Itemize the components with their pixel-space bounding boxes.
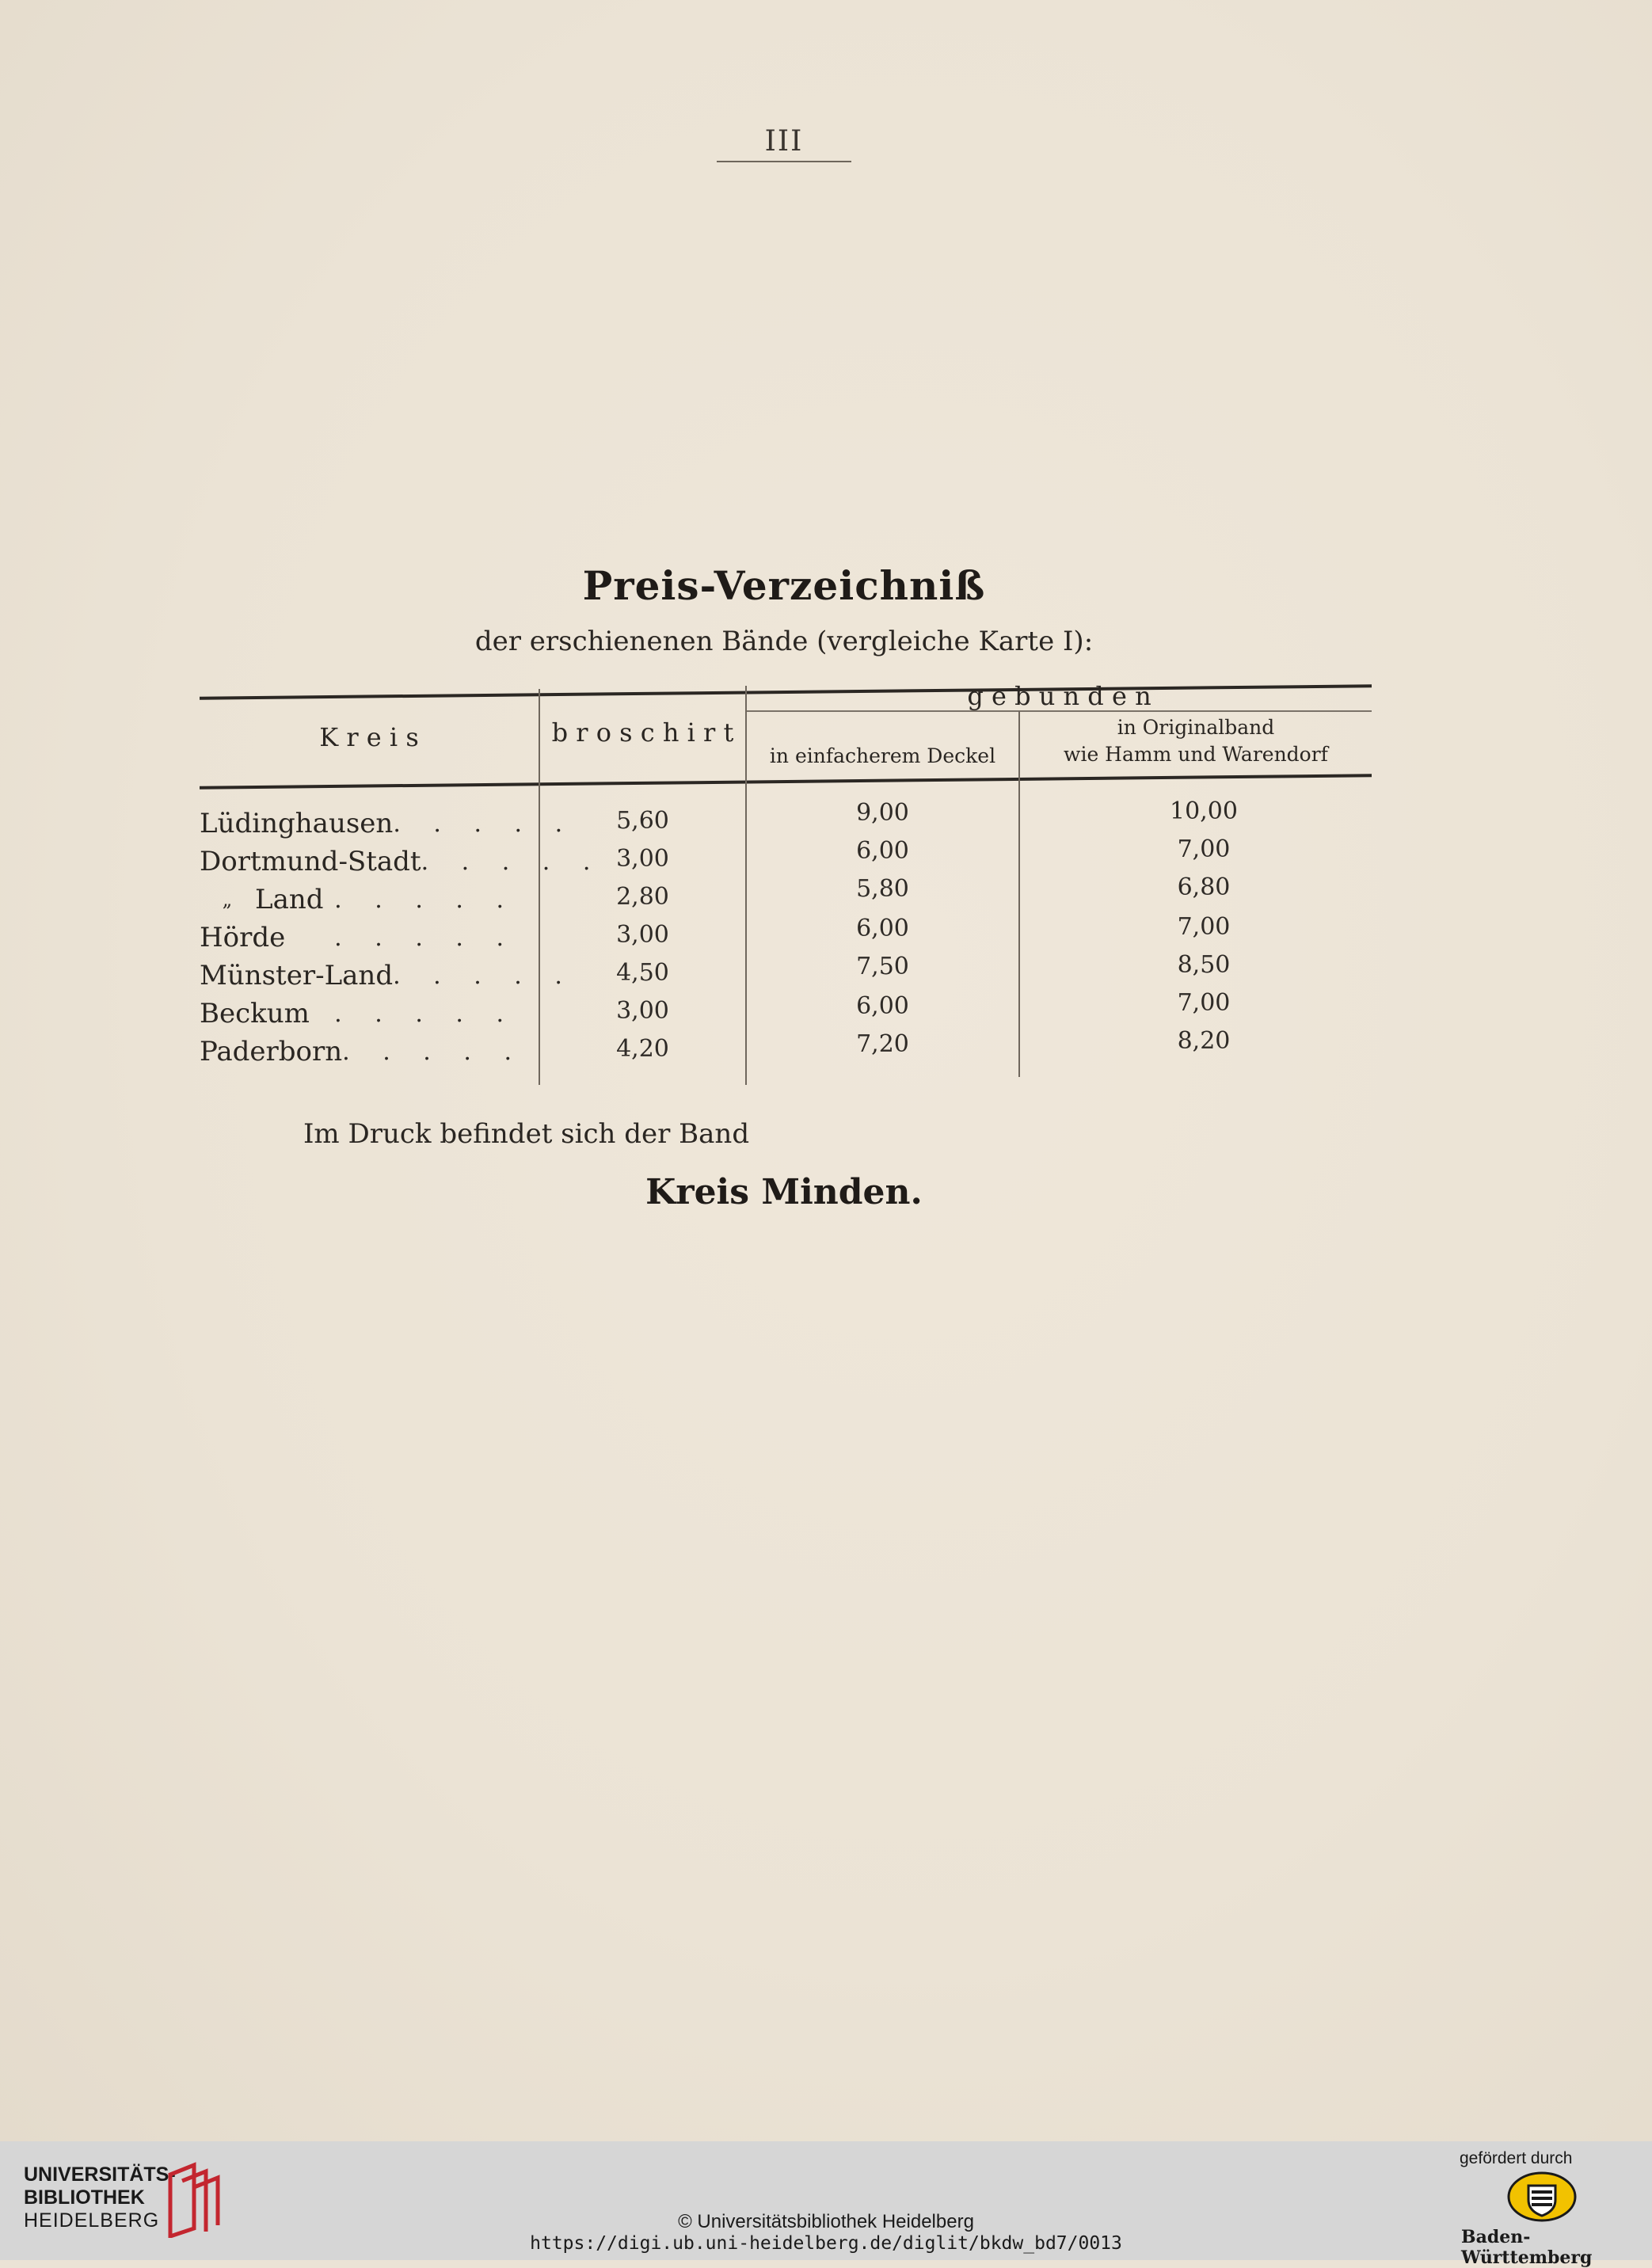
cell-original: 6,80: [1177, 873, 1231, 901]
table-row: [200, 882, 516, 917]
cell-einfach: 9,00: [856, 798, 909, 827]
cell-einfach: 6,00: [856, 991, 909, 1020]
cell-einfach: 5,80: [856, 874, 909, 903]
leader-dots: . . . . .: [393, 961, 575, 990]
print-note: Im Druck befindet sich der Band: [303, 1118, 750, 1150]
cell-original: 8,50: [1177, 950, 1231, 979]
header-original-line2: wie Hamm und Warendorf: [1064, 743, 1328, 766]
table-row: [200, 1034, 524, 1069]
header-kreis: K r e i s: [319, 722, 419, 752]
header-gebunden: g e b u n d e n: [967, 681, 1151, 711]
table-row: [200, 920, 516, 955]
sponsor-name: Baden-Württemberg: [1461, 2227, 1593, 2268]
leader-dots: . . . . .: [334, 999, 516, 1028]
header-original-line1: in Originalband: [1117, 716, 1275, 739]
row-kreis: Land: [255, 884, 324, 915]
leader-dots: . . . . .: [334, 923, 516, 952]
cell-broschirt: 4,50: [616, 958, 669, 987]
leader-dots: . . . . .: [393, 809, 576, 838]
cell-einfach: 6,00: [856, 836, 909, 865]
cell-original: 7,00: [1177, 988, 1231, 1017]
row-kreis: Paderborn: [200, 1036, 343, 1067]
cell-einfach: 6,00: [856, 914, 909, 942]
library-line1: UNIVERSITÄTS-: [24, 2163, 176, 2186]
library-line2: BIBLIOTHEK: [24, 2186, 145, 2209]
leader-dots: . . . . .: [342, 1037, 524, 1066]
cell-einfach: 7,20: [856, 1029, 909, 1058]
cell-broschirt: 3,00: [616, 844, 669, 873]
cell-broschirt: 2,80: [616, 882, 669, 911]
page-number: III: [764, 125, 804, 158]
viewer-footer: [0, 2141, 1652, 2268]
cell-broschirt: 3,00: [616, 996, 669, 1025]
copyright-notice: © Universitätsbibliothek Heidelberg: [678, 2211, 974, 2232]
cell-einfach: 7,50: [856, 952, 909, 980]
leader-dots: . . . . .: [421, 847, 603, 876]
row-kreis: Dortmund-Stadt: [200, 846, 421, 877]
cell-original: 8,20: [1177, 1026, 1231, 1055]
row-kreis: Münster-Land: [200, 960, 394, 991]
row-kreis: Lüdinghausen: [200, 808, 394, 839]
row-kreis: Beckum: [200, 998, 310, 1029]
page-number-rule: [717, 161, 851, 162]
header-broschirt: b r o s c h i r t: [551, 717, 734, 748]
table-row: [200, 844, 603, 879]
ditto-mark: „: [222, 889, 233, 911]
table-header-rule: [200, 774, 1372, 789]
row-kreis: Hörde: [200, 922, 286, 953]
table-row: [200, 996, 516, 1031]
page-title: Preis-Verzeichniß: [582, 562, 986, 609]
page-subtitle: der erschienenen Bände (vergleiche Karte I):: [474, 626, 1094, 657]
header-einfach: in einfacherem Deckel: [769, 744, 996, 767]
table-row: [200, 958, 575, 993]
cell-broschirt: 3,00: [616, 920, 669, 949]
cell-original: 10,00: [1170, 797, 1238, 825]
forthcoming-volume-title: Kreis Minden.: [645, 1172, 923, 1212]
leader-dots: . . . . .: [334, 885, 516, 914]
cell-original: 7,00: [1177, 912, 1231, 941]
column-divider-3: [1018, 711, 1020, 1077]
sponsor-label: gefördert durch: [1460, 2149, 1573, 2167]
cell-original: 7,00: [1177, 835, 1231, 863]
permalink-url[interactable]: https://digi.ub.uni-heidelberg.de/diglit/bkdw_bd7/0013: [530, 2233, 1122, 2254]
baden-wuerttemberg-emblem-icon: [1506, 2171, 1578, 2222]
cell-broschirt: 4,20: [616, 1034, 669, 1063]
cell-broschirt: 5,60: [616, 806, 669, 835]
library-line3: HEIDELBERG: [24, 2209, 160, 2232]
table-row: [200, 806, 576, 841]
